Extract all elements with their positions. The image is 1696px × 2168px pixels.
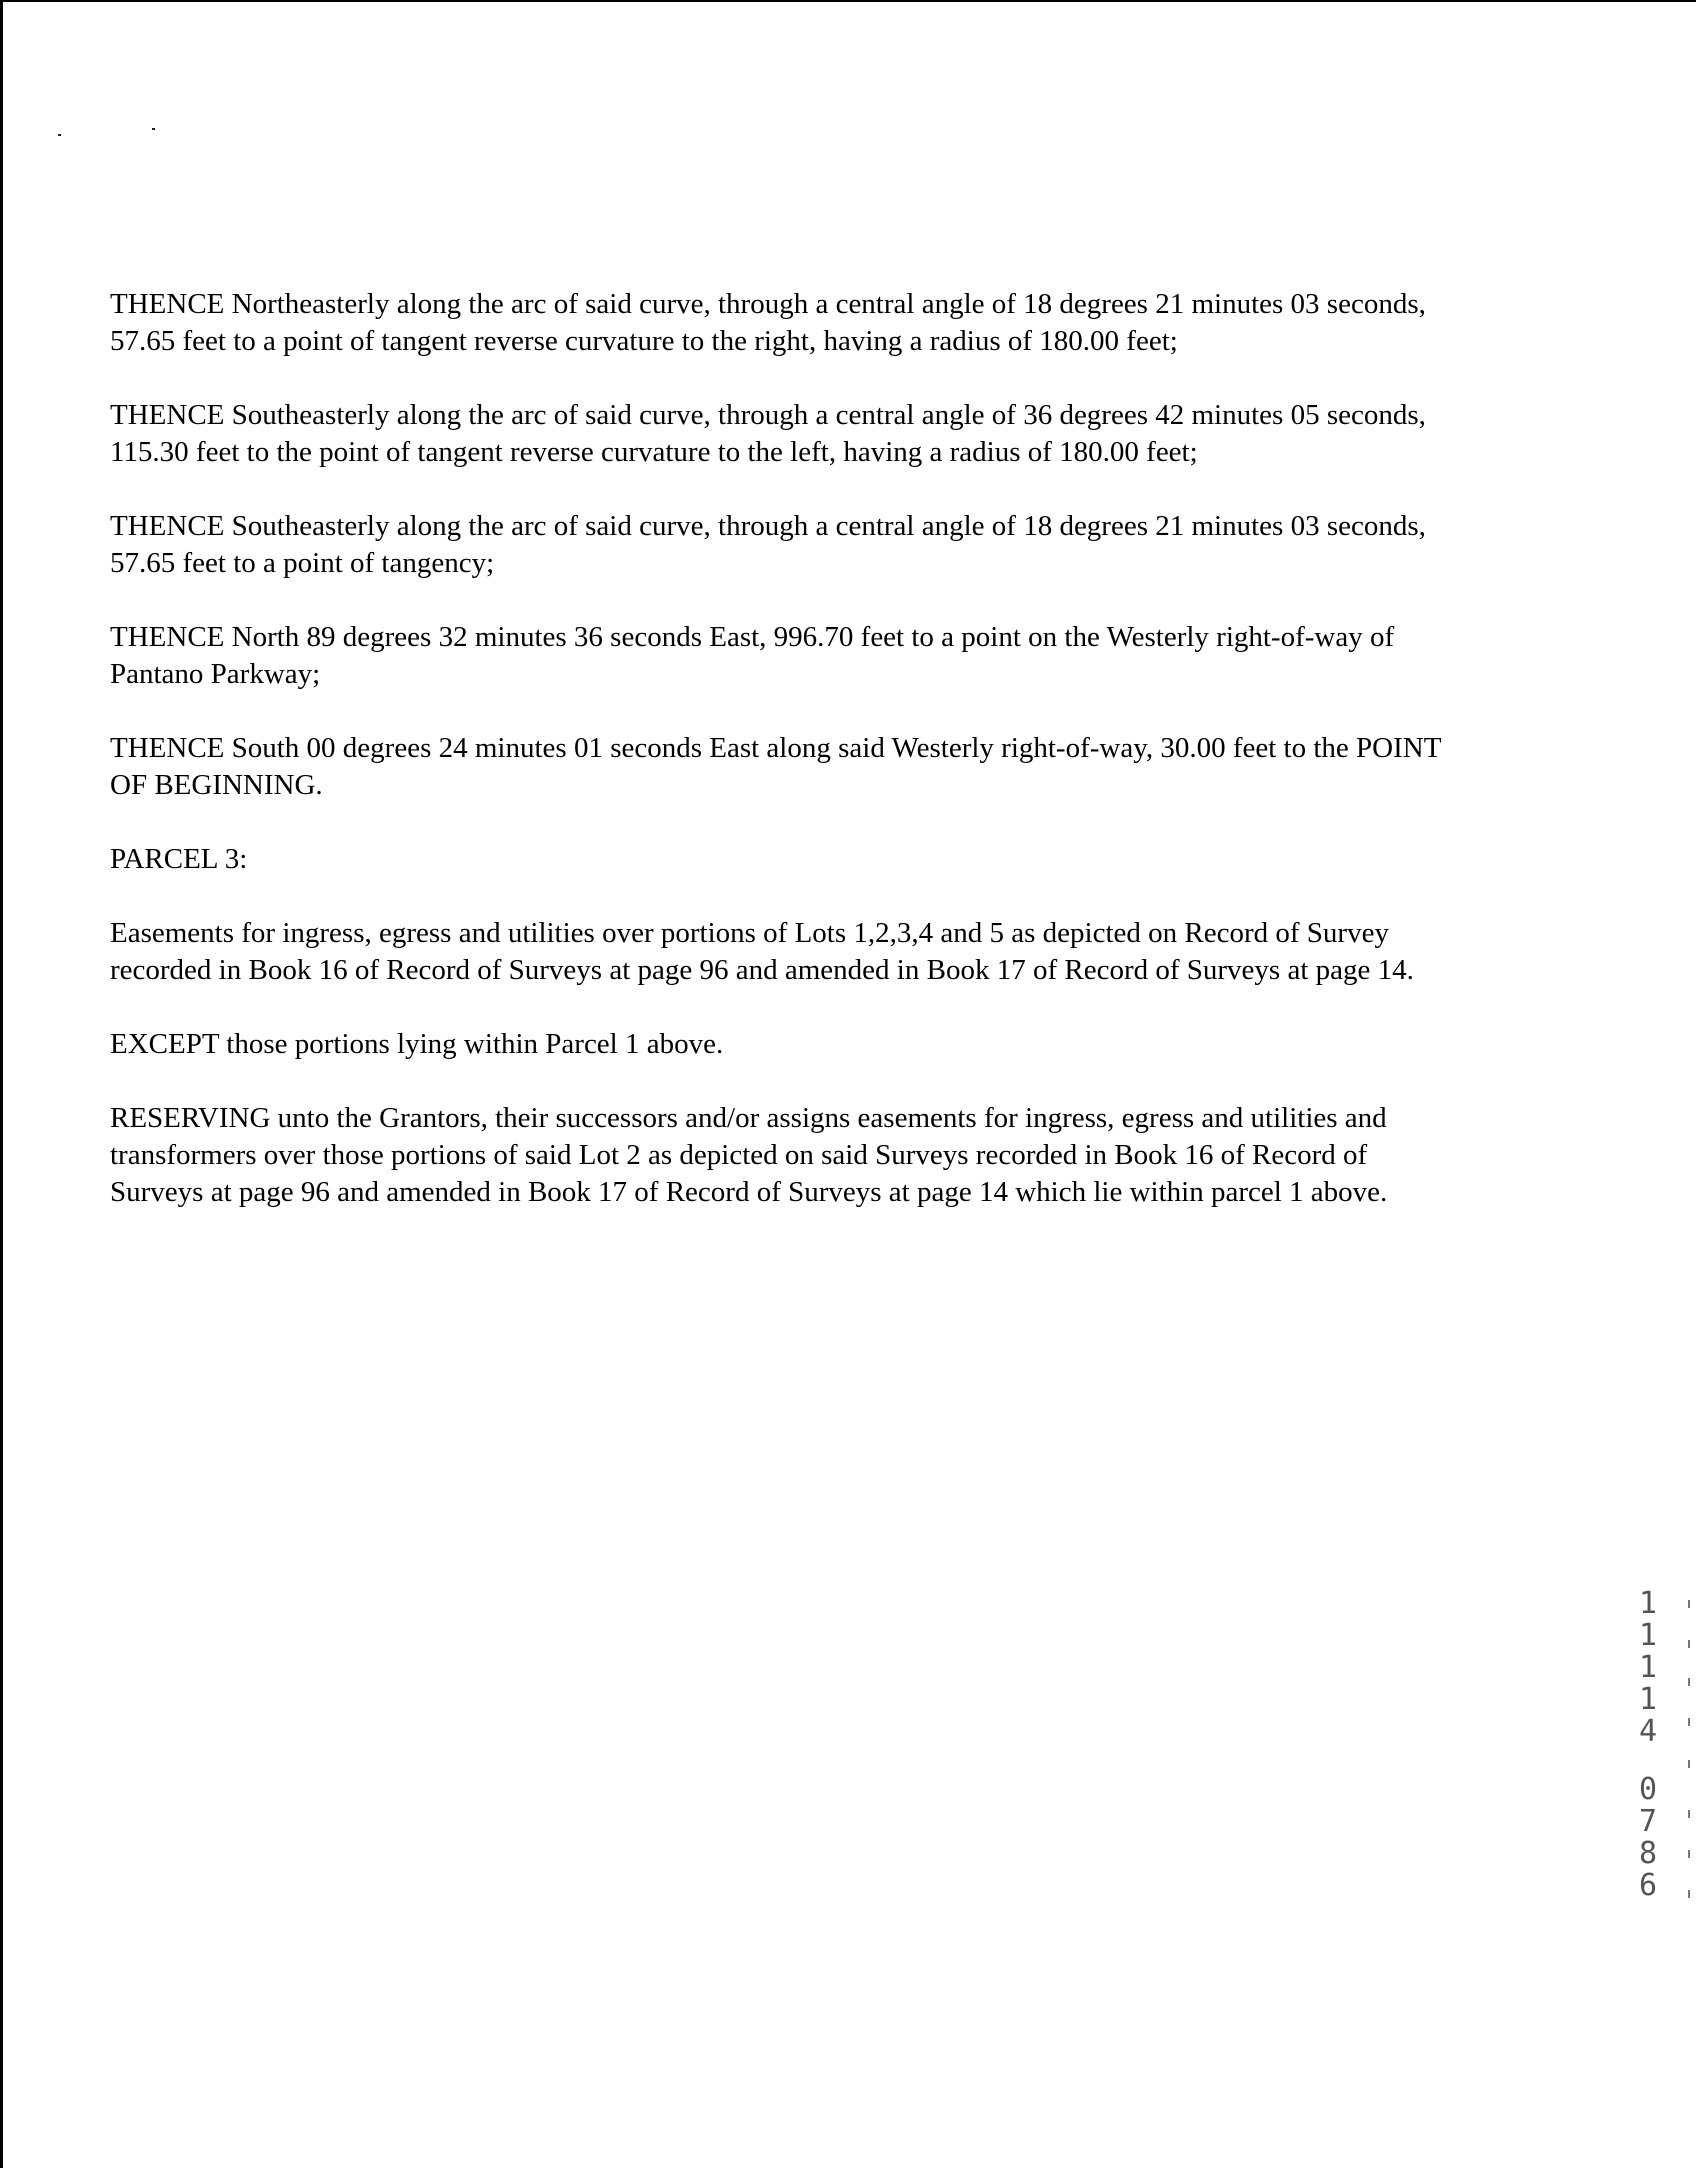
recording-book-digit: 1 — [1638, 1650, 1658, 1685]
margin-tick — [1688, 1640, 1690, 1648]
scan-speck — [58, 134, 61, 136]
scan-edge-top — [0, 0, 1696, 2]
margin-tick — [1688, 1890, 1690, 1898]
paragraph-thence-northeasterly: THENCE Northeasterly along the arc of said curve, through a central angle of 18 degrees 21 minutes 03 seconds, 57.65 feet to a point of tangent reverse curvature to the right, having a radius of 180.00 feet; — [110, 288, 1426, 357]
recording-page-digit: 0 — [1638, 1772, 1658, 1807]
recording-page-digit: 6 — [1638, 1868, 1658, 1903]
recording-page-digit: 8 — [1638, 1836, 1658, 1871]
margin-tick — [1688, 1718, 1690, 1726]
scan-speck — [152, 128, 155, 130]
paragraph-thence-southeasterly-2: THENCE Southeasterly along the arc of said curve, through a central angle of 18 degrees 21 minutes 03 seconds, 57.65 feet to a point of tangency; — [110, 510, 1426, 579]
margin-tick — [1688, 1600, 1690, 1608]
paragraph-thence-south: THENCE South 00 degrees 24 minutes 01 seconds East along said Westerly right-of-way, 30.00 feet to the POINT OF BEGINNING. — [110, 732, 1442, 801]
margin-tick — [1688, 1810, 1690, 1818]
recording-book-digit: 1 — [1638, 1682, 1658, 1717]
recording-stamp-gap — [1630, 1748, 1666, 1774]
margin-tick — [1688, 1678, 1690, 1686]
parcel-3-heading: PARCEL 3: — [110, 843, 248, 875]
recording-book-digit: 4 — [1638, 1714, 1658, 1749]
margin-tick — [1688, 1850, 1690, 1858]
paragraph-easements: Easements for ingress, egress and utilities over portions of Lots 1,2,3,4 and 5 as depicted on Record of Survey recorded in Book 16 of Record of Surveys at page 96 and amended in Book 17 of Record of Surveys at page 14. — [110, 917, 1414, 986]
paragraph-thence-southeasterly-1: THENCE Southeasterly along the arc of said curve, through a central angle of 36 degrees 42 minutes 05 seconds, 115.30 feet to the point of tangent reverse curvature to the left, having a radius of 180.00 feet; — [110, 399, 1426, 468]
paragraph-except: EXCEPT those portions lying within Parcel 1 above. — [110, 1028, 724, 1060]
legal-description-body — [110, 286, 1590, 1248]
recording-book-digit: 1 — [1638, 1586, 1658, 1621]
scan-edge-left — [0, 0, 3, 2168]
recording-book-digit: 1 — [1638, 1618, 1658, 1653]
paragraph-reserving: RESERVING unto the Grantors, their successors and/or assigns easements for ingress, egress and utilities and transformers over those portions of said Lot 2 as depicted on said Surveys recorded in Book 16 of Record of Surveys at page 96 and amended in Book 17 of Record of Surveys at page 14 which lie within parcel 1 above. — [110, 1102, 1388, 1208]
margin-tick — [1688, 1760, 1690, 1768]
recording-page-digit: 7 — [1638, 1804, 1658, 1839]
stamp-margin-ticks — [1688, 1600, 1691, 1930]
recording-stamp — [1630, 1588, 1666, 1902]
paragraph-thence-north: THENCE North 89 degrees 32 minutes 36 seconds East, 996.70 feet to a point on the Westerly right-of-way of Pantano Parkway; — [110, 621, 1395, 690]
